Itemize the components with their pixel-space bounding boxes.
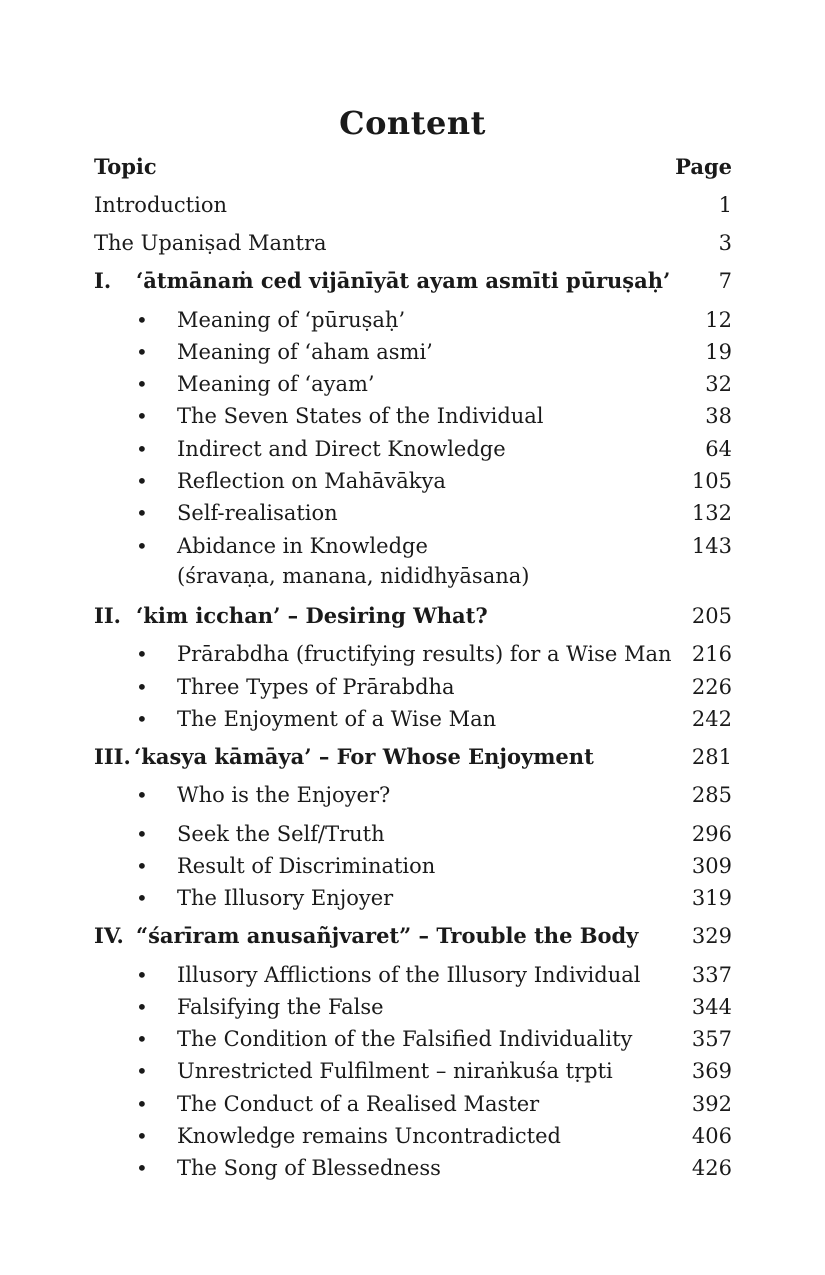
toc-entry-title: The Upaniṣad Mantra (94, 231, 327, 255)
bullet-icon: • (136, 854, 148, 878)
bullet-icon: • (136, 1059, 148, 1083)
toc-entry-title: The Condition of the Falsified Individuality (177, 1027, 633, 1051)
toc-subentry (0, 1024, 825, 1054)
toc-entry-title: Unrestricted Fulfilment – niraṅkuśa tṛpti (177, 1059, 613, 1083)
toc-entry-title: The Illusory Enjoyer (177, 886, 394, 910)
toc-entry-title: Indirect and Direct Knowledge (177, 437, 506, 461)
toc-entry-title: The Enjoyment of a Wise Man (177, 707, 497, 731)
toc-entry-title: The Seven States of the Individual (177, 404, 544, 428)
toc-subentry (0, 434, 825, 464)
toc-subentry (0, 369, 825, 399)
page-number: 38 (705, 404, 732, 428)
toc-subentry (0, 851, 825, 881)
toc-subentry (0, 466, 825, 496)
page-number: 205 (691, 604, 732, 628)
toc-subentry (0, 780, 825, 810)
bullet-icon: • (136, 437, 148, 461)
page-number: 309 (691, 854, 732, 878)
page-number: 296 (691, 822, 732, 846)
toc-subentry (0, 883, 825, 913)
bullet-icon: • (136, 707, 148, 731)
toc-header-row (0, 152, 825, 182)
toc-entry-title: Result of Discrimination (177, 854, 436, 878)
toc-entry-title: ‘kasya kāmāya’ – For Whose Enjoyment (134, 744, 594, 769)
page-number: 406 (691, 1124, 732, 1148)
bullet-icon: • (136, 308, 148, 332)
chapter-number: III. (94, 744, 131, 769)
toc-subentry (0, 960, 825, 990)
toc-subentry (0, 639, 825, 669)
page-number: 392 (691, 1092, 732, 1116)
page-number: 7 (718, 269, 732, 293)
page-number: 357 (691, 1027, 732, 1051)
bullet-icon: • (136, 501, 148, 525)
toc-entry-title: Abidance in Knowledge (177, 534, 428, 558)
page-number: 216 (691, 642, 732, 666)
page-number: 105 (691, 469, 732, 493)
chapter-number: I. (94, 268, 112, 293)
bullet-icon: • (136, 783, 148, 807)
toc-entry (0, 228, 825, 258)
toc-chapter-entry (0, 266, 825, 296)
bullet-icon: • (136, 822, 148, 846)
chapter-number: II. (94, 603, 121, 628)
bullet-icon: • (136, 404, 148, 428)
toc-entry-title: Three Types of Prārabdha (177, 675, 455, 699)
page-number: 285 (691, 783, 732, 807)
page-number: 132 (691, 501, 732, 525)
page-number: 319 (691, 886, 732, 910)
toc-entry (0, 190, 825, 220)
toc-subentry (0, 1121, 825, 1151)
toc-entry-title: Falsifying the False (177, 995, 384, 1019)
toc-subentry (0, 1153, 825, 1183)
toc-subentry (0, 337, 825, 367)
toc-subentry (0, 531, 825, 588)
toc-entry-title: Illusory Afflictions of the Illusory Individual (177, 963, 641, 987)
page-number: 64 (705, 437, 732, 461)
toc-chapter-entry (0, 921, 825, 951)
toc-chapter-entry (0, 601, 825, 631)
bullet-icon: • (136, 534, 148, 558)
toc-subentry (0, 672, 825, 702)
bullet-icon: • (136, 1027, 148, 1051)
toc-entry-title: Who is the Enjoyer? (177, 783, 391, 807)
toc-chapter-entry (0, 742, 825, 772)
toc-entry-title: Introduction (94, 193, 227, 217)
toc-subentry (0, 992, 825, 1022)
page-number: 12 (705, 308, 732, 332)
page-number: 281 (691, 745, 732, 769)
page-number: 226 (691, 675, 732, 699)
bullet-icon: • (136, 886, 148, 910)
page-column-header: Page (675, 154, 732, 179)
toc-entry-title: Seek the Self/Truth (177, 822, 385, 846)
bullet-icon: • (136, 340, 148, 364)
page-number: 19 (705, 340, 732, 364)
bullet-icon: • (136, 675, 148, 699)
topic-column-header: Topic (94, 154, 157, 179)
toc-entry-subtitle: (śravaṇa, manana, nididhyāsana) (177, 564, 530, 588)
toc-entry-title: Meaning of ‘pūruṣaḥ’ (177, 308, 406, 332)
bullet-icon: • (136, 372, 148, 396)
bullet-icon: • (136, 963, 148, 987)
toc-subentry (0, 819, 825, 849)
bullet-icon: • (136, 1124, 148, 1148)
toc-subentry (0, 1089, 825, 1119)
toc-subentry (0, 1056, 825, 1086)
toc-entry-title: Meaning of ‘ayam’ (177, 372, 375, 396)
page-title: Content (339, 104, 486, 142)
page-number: 369 (691, 1059, 732, 1083)
bullet-icon: • (136, 642, 148, 666)
toc-entry-title: ‘kim icchan’ – Desiring What? (136, 603, 488, 628)
chapter-number: IV. (94, 923, 124, 948)
page-number: 3 (718, 231, 732, 255)
page-number: 337 (691, 963, 732, 987)
bullet-icon: • (136, 1156, 148, 1180)
page-number: 426 (691, 1156, 732, 1180)
toc-entry-title: Knowledge remains Uncontradicted (177, 1124, 561, 1148)
page-number: 143 (691, 534, 732, 558)
bullet-icon: • (136, 1092, 148, 1116)
toc-entry-title: The Song of Blessedness (177, 1156, 441, 1180)
page-number: 242 (691, 707, 732, 731)
toc-entry-title: Self-realisation (177, 501, 338, 525)
toc-entry-title: Reflection on Mahāvākya (177, 469, 446, 493)
bullet-icon: • (136, 995, 148, 1019)
page-number: 329 (691, 924, 732, 948)
bullet-icon: • (136, 469, 148, 493)
toc-entry-title: Meaning of ‘aham asmi’ (177, 340, 433, 364)
toc-entry-title: ‘ātmānaṁ ced vijānīyāt ayam asmīti pūruṣaḥ’ (136, 268, 671, 293)
toc-subentry (0, 704, 825, 734)
toc-subentry (0, 401, 825, 431)
toc-entry-title: The Conduct of a Realised Master (177, 1092, 540, 1116)
page-number: 344 (691, 995, 732, 1019)
toc-entry-title: Prārabdha (fructifying results) for a Wise Man (177, 642, 672, 666)
toc-subentry (0, 498, 825, 528)
page-number: 1 (718, 193, 732, 217)
toc-subentry (0, 305, 825, 335)
toc-entry-title: “śarīram anusañjvaret” – Trouble the Body (136, 923, 639, 948)
page-number: 32 (705, 372, 732, 396)
